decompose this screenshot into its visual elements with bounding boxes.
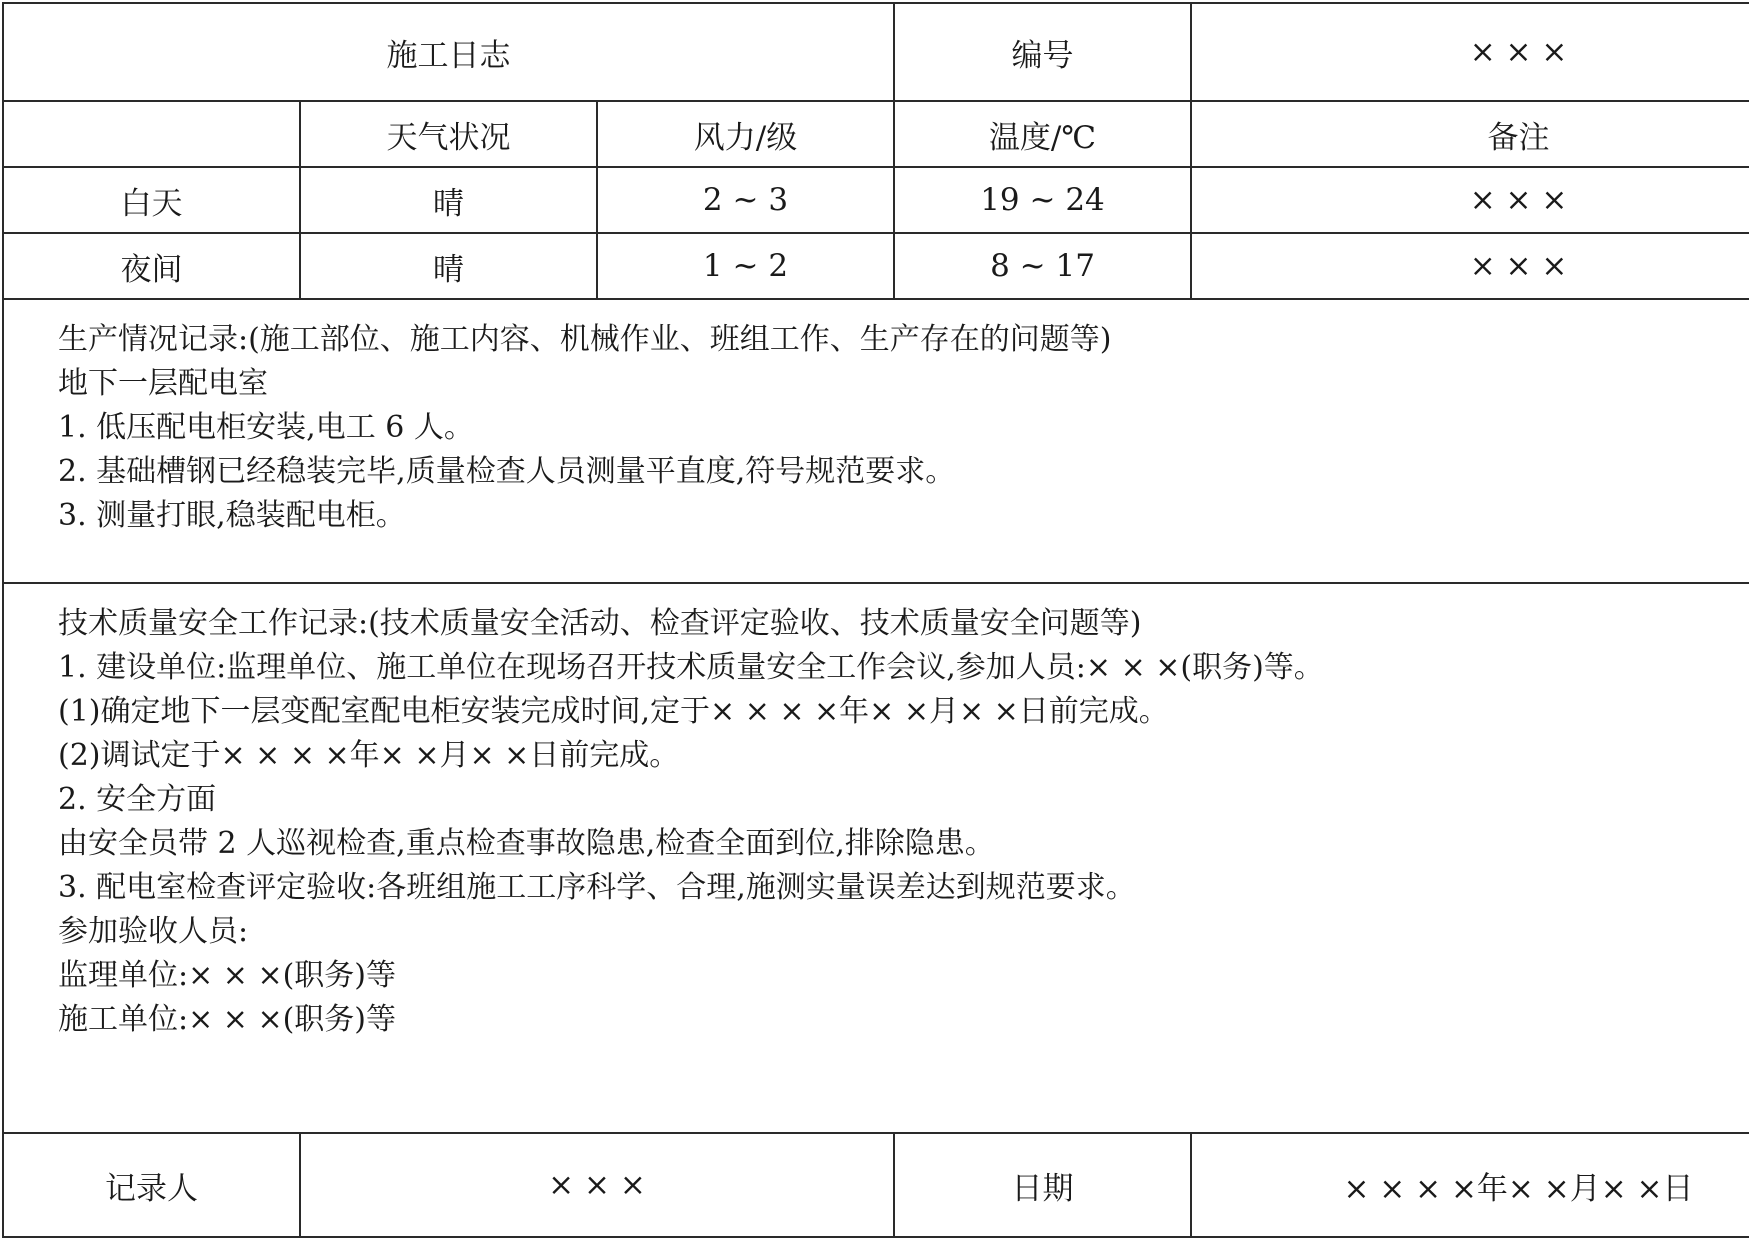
remark-column-header: 备注 bbox=[1191, 101, 1749, 167]
technical-record-line: 2. 安全方面 bbox=[58, 782, 217, 817]
technical-record-heading: 技术质量安全工作记录:(技术质量安全活动、检查评定验收、技术质量安全问题等) bbox=[58, 606, 1142, 641]
production-record-line: 2. 基础槽钢已经稳装完毕,质量检查人员测量平直度,符号规范要求。 bbox=[58, 454, 956, 489]
recorder-value: × × × bbox=[300, 1133, 894, 1237]
period-cell: 夜间 bbox=[3, 233, 300, 299]
weather-cell: 晴 bbox=[300, 167, 597, 233]
period-cell: 白天 bbox=[3, 167, 300, 233]
log-title: 施工日志 bbox=[3, 3, 894, 101]
production-record-heading: 生产情况记录:(施工部位、施工内容、机械作业、班组工作、生产存在的问题等) bbox=[58, 322, 1112, 357]
remark-cell: × × × bbox=[1191, 167, 1749, 233]
production-record-row bbox=[3, 299, 1749, 583]
production-record-line: 地下一层配电室 bbox=[58, 366, 268, 401]
number-label: 编号 bbox=[894, 3, 1191, 101]
technical-record-line: 参加验收人员: bbox=[58, 914, 249, 949]
weather-row-night bbox=[3, 233, 1749, 299]
temperature-column-header: 温度/℃ bbox=[894, 101, 1191, 167]
technical-record-line: 施工单位:× × ×(职务)等 bbox=[58, 1002, 396, 1037]
technical-record-line: (2)调试定于× × × ×年× ×月× ×日前完成。 bbox=[58, 738, 680, 773]
technical-record-line: 监理单位:× × ×(职务)等 bbox=[58, 958, 396, 993]
weather-header-row bbox=[3, 101, 1749, 167]
wind-column-header: 风力/级 bbox=[597, 101, 894, 167]
temperature-cell: 19 ~ 24 bbox=[894, 167, 1191, 233]
number-value: × × × bbox=[1191, 3, 1749, 101]
technical-record-line: 1. 建设单位:监理单位、施工单位在现场召开技术质量安全工作会议,参加人员:× × ×(职务)等。 bbox=[58, 650, 1324, 685]
technical-record-line: (1)确定地下一层变配室配电柜安装完成时间,定于× × × ×年× ×月× ×日前完成。 bbox=[58, 694, 1169, 729]
weather-column-header: 天气状况 bbox=[300, 101, 597, 167]
weather-cell: 晴 bbox=[300, 233, 597, 299]
construction-log-table bbox=[2, 2, 1749, 1238]
recorder-label: 记录人 bbox=[3, 1133, 300, 1237]
production-record-line: 1. 低压配电柜安装,电工 6 人。 bbox=[58, 410, 474, 445]
production-record-line: 3. 测量打眼,稳装配电柜。 bbox=[58, 498, 406, 533]
remark-cell: × × × bbox=[1191, 233, 1749, 299]
title-row bbox=[3, 3, 1749, 101]
technical-record bbox=[3, 583, 1749, 1133]
date-value: × × × ×年× ×月× ×日 bbox=[1191, 1133, 1749, 1237]
wind-cell: 2 ~ 3 bbox=[597, 167, 894, 233]
empty-header-cell bbox=[3, 101, 300, 167]
weather-row-day bbox=[3, 167, 1749, 233]
production-record bbox=[3, 299, 1749, 583]
technical-record-row bbox=[3, 583, 1749, 1133]
date-label: 日期 bbox=[894, 1133, 1191, 1237]
technical-record-line: 由安全员带 2 人巡视检查,重点检查事故隐患,检查全面到位,排除隐患。 bbox=[58, 826, 995, 861]
wind-cell: 1 ~ 2 bbox=[597, 233, 894, 299]
technical-record-line: 3. 配电室检查评定验收:各班组施工工序科学、合理,施测实量误差达到规范要求。 bbox=[58, 870, 1136, 905]
signature-row bbox=[3, 1133, 1749, 1237]
temperature-cell: 8 ~ 17 bbox=[894, 233, 1191, 299]
